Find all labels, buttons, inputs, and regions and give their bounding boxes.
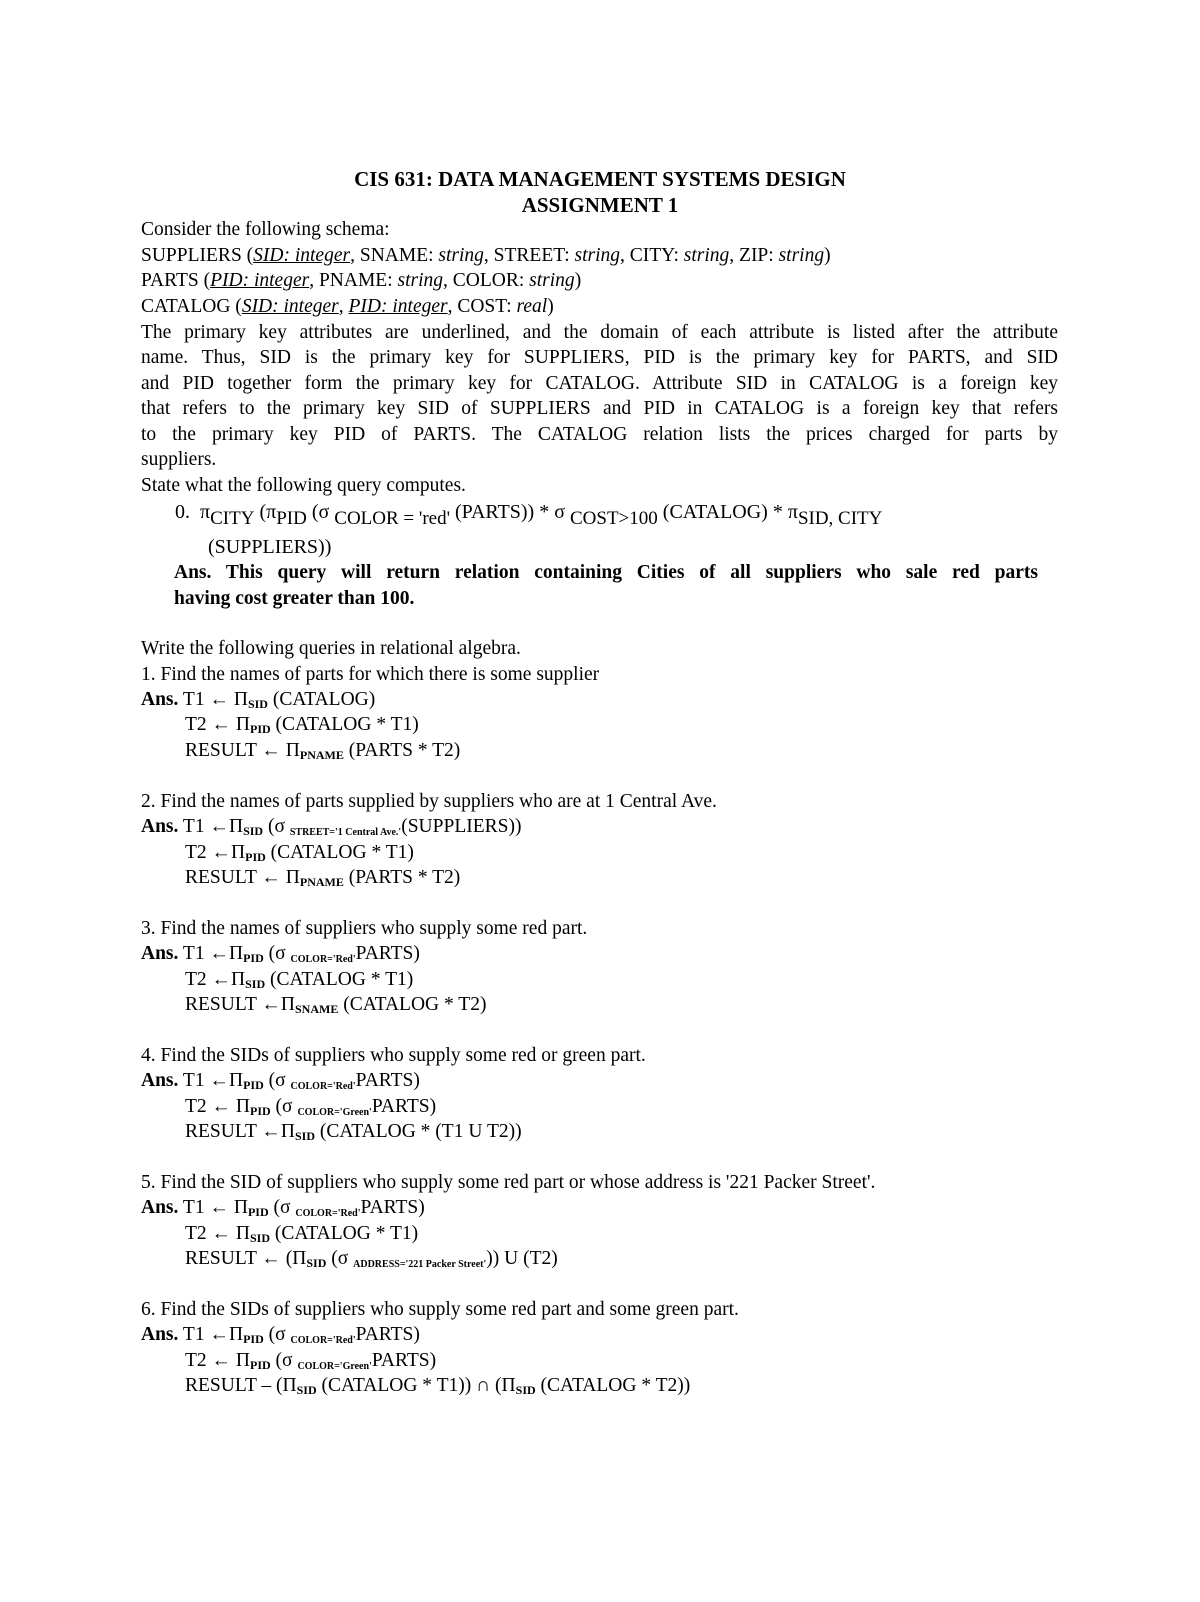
question-1: 1. Find the names of parts for which there is some supplier <box>141 664 600 685</box>
document-title: CIS 631: DATA MANAGEMENT SYSTEMS DESIGN <box>354 167 846 191</box>
answer-1-line-2: T2 ← $\Pi_{PID}$ (CATALOG * T1) <box>185 714 419 736</box>
answer-4-line-3: RESULT $\leftarrow\Pi_{SID}$ (CATALOG * (T1 U T2)) <box>185 1121 522 1143</box>
schema-parts: PARTS (PID: integer, PNAME: string, COLOR: string) <box>141 270 582 291</box>
question-4: 4. Find the SIDs of suppliers who supply some red or green part. <box>141 1045 646 1066</box>
question-2: 2. Find the names of parts supplied by suppliers who are at 1 Central Ave. <box>141 791 717 812</box>
intro-state: State what the following query computes. <box>141 475 466 496</box>
intro-paragraph-line: and PID together form the primary key for CATALOG. Attribute SID in CATALOG is a foreign key <box>141 373 1058 394</box>
answer-3-line-3: RESULT $\leftarrow\Pi_{SNAME}$ (CATALOG * T2) <box>185 994 487 1016</box>
question-3: 3. Find the names of suppliers who supply some red part. <box>141 918 588 939</box>
answer-6-line-3: RESULT – ($\Pi_{SID}$ (CATALOG * T1)) ∩ ($\Pi_{SID}$ (CATALOG * T2)) <box>185 1375 691 1397</box>
question-6: 6. Find the SIDs of suppliers who supply some red part and some green part. <box>141 1299 739 1320</box>
answer-1-line-1: Ans. T1 ← $\Pi_{SID}$ (CATALOG) <box>141 689 376 711</box>
intro-consider: Consider the following schema: <box>141 219 390 240</box>
answer-3-line-2: T2 $\leftarrow\Pi_{SID}$ (CATALOG * T1) <box>185 969 414 991</box>
answer-3-line-1: Ans. T1 $\leftarrow\Pi_{PID}$ (σ COLOR='Red'PARTS) <box>141 943 420 965</box>
answer-4-line-1: Ans. T1 $\leftarrow\Pi_{PID}$ (σ COLOR='Red'PARTS) <box>141 1070 420 1092</box>
query-0-expression: 0. πCITY (πPID (σ COLOR = 'red' (PARTS)) * σ COST>100 (CATALOG) * πSID, CITY <box>175 501 883 529</box>
write-instruction: Write the following queries in relational algebra. <box>141 638 521 659</box>
query-0-answer-cont: having cost greater than 100. <box>174 588 415 609</box>
query-0-expression-cont: (SUPPLIERS)) <box>208 536 332 558</box>
schema-catalog: CATALOG (SID: integer, PID: integer, COST: real) <box>141 296 554 317</box>
intro-paragraph-line: suppliers. <box>141 449 217 470</box>
answer-2-line-3: RESULT ← $\Pi_{PNAME}$ (PARTS * T2) <box>185 867 461 889</box>
answer-5-line-2: T2 ← $\Pi_{SID}$ (CATALOG * T1) <box>185 1223 419 1245</box>
intro-paragraph-line: to the primary key PID of PARTS. The CATALOG relation lists the prices charged for parts by <box>141 424 1058 445</box>
question-5: 5. Find the SID of suppliers who supply some red part or whose address is '221 Packer Street'. <box>141 1172 876 1193</box>
answer-6-line-2: T2 ← $\Pi_{PID}$ (σ COLOR='Green'PARTS) <box>185 1350 437 1372</box>
answer-4-line-2: T2 ← $\Pi_{PID}$ (σ COLOR='Green'PARTS) <box>185 1096 437 1118</box>
answer-1-line-3: RESULT ← $\Pi_{PNAME}$ (PARTS * T2) <box>185 740 461 762</box>
answer-5-line-1: Ans. T1 ← $\Pi_{PID}$ (σ COLOR='Red'PARTS) <box>141 1197 425 1219</box>
query-0-answer: Ans. This query will return relation containing Cities of all suppliers who sale red parts <box>174 562 1038 583</box>
intro-paragraph-line: that refers to the primary key SID of SUPPLIERS and PID in CATALOG is a foreign key that refers <box>141 398 1058 419</box>
answer-2-line-2: T2 $\leftarrow\Pi_{PID}$ (CATALOG * T1) <box>185 842 414 864</box>
answer-2-line-1: Ans. T1 $\leftarrow\Pi_{SID}$ (σ STREET='1 Central Ave.'(SUPPLIERS)) <box>141 816 522 838</box>
intro-paragraph-line: The primary key attributes are underlined, and the domain of each attribute is listed after the attribute <box>141 322 1058 343</box>
answer-5-line-3: RESULT ← ($\Pi_{SID}$ (σ ADDRESS='221 Packer Street')) U (T2) <box>185 1248 558 1270</box>
answer-6-line-1: Ans. T1 $\leftarrow\Pi_{PID}$ (σ COLOR='Red'PARTS) <box>141 1324 420 1346</box>
document-subtitle: ASSIGNMENT 1 <box>521 193 679 217</box>
intro-paragraph-line: name. Thus, SID is the primary key for SUPPLIERS, PID is the primary key for PARTS, and SID <box>141 347 1058 368</box>
schema-suppliers: SUPPLIERS (SID: integer, SNAME: string, STREET: string, CITY: string, ZIP: string) <box>141 245 831 266</box>
